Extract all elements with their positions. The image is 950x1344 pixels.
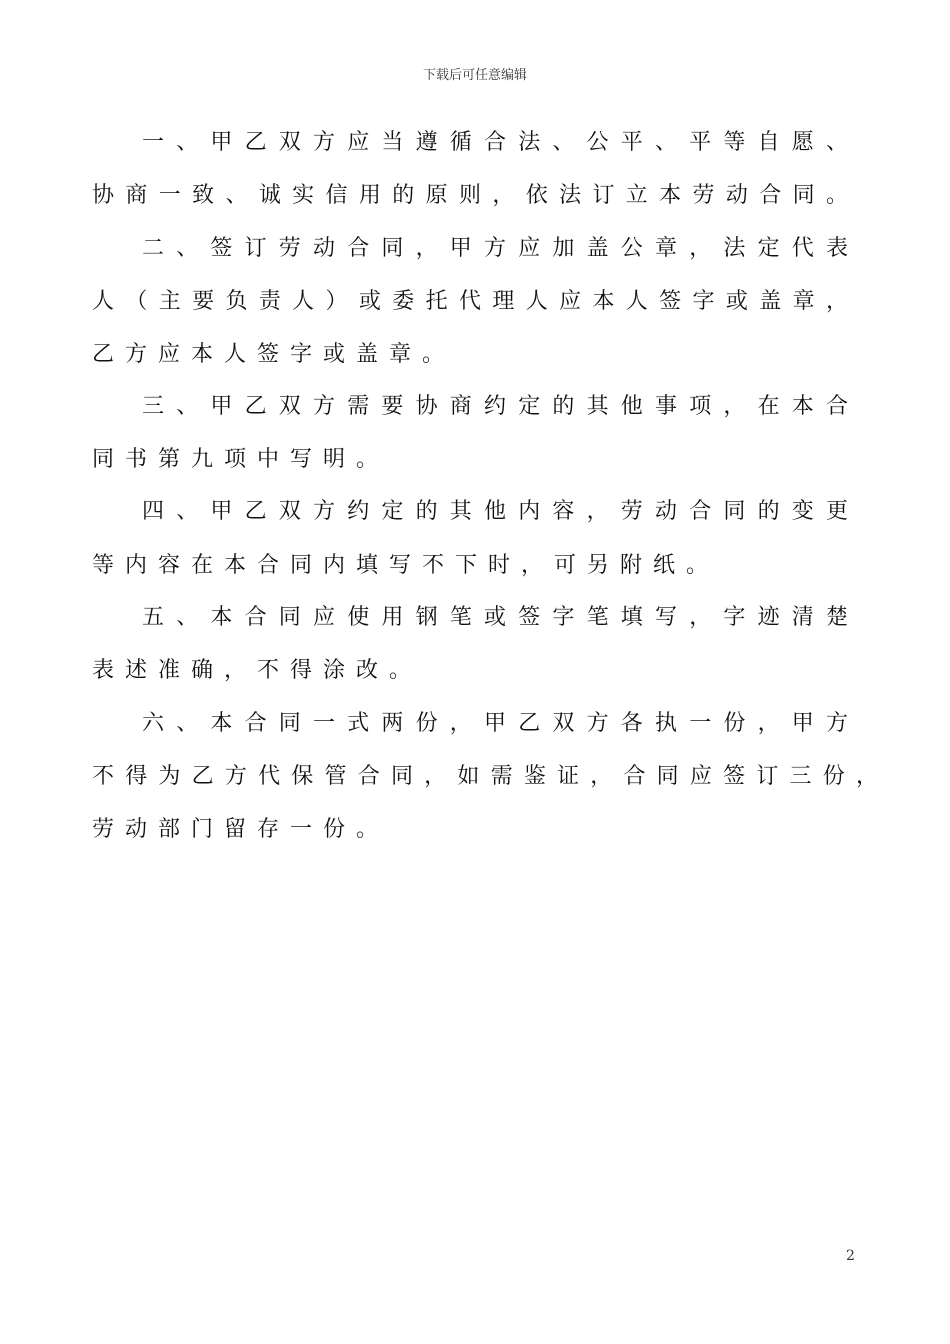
paragraph-3-line-1: 三、甲乙双方需要协商约定的其他事项，在本合 (142, 394, 848, 419)
paragraph-1-line-2: 协商一致、诚实信用的原则，依法订立本劳动合同。 (92, 183, 848, 208)
paragraph-4-line-2: 等内容在本合同内填写不下时，可另附纸。 (92, 553, 720, 578)
paragraph-5-line-1: 五、本合同应使用钢笔或签字笔填写，字迹清楚 (142, 605, 848, 630)
paragraph-6-line-2: 不得为乙方代保管合同，如需鉴证，合同应签订三份， (92, 764, 878, 789)
paragraph-4-line-1: 四、甲乙双方约定的其他内容，劳动合同的变更 (142, 499, 848, 524)
paragraph-6-line-1: 六、本合同一式两份，甲乙双方各执一份，甲方 (142, 711, 848, 736)
paragraph-2-line-1: 二、签订劳动合同，甲方应加盖公章，法定代表 (142, 236, 848, 261)
page-header-note: 下载后可任意编辑 (422, 68, 527, 83)
paragraph-6-line-3: 劳动部门留存一份。 (92, 817, 390, 842)
paragraph-1-line-1: 一、甲乙双方应当遵循合法、公平、平等自愿、 (142, 130, 848, 155)
paragraph-3-line-2: 同书第九项中写明。 (92, 447, 390, 472)
paragraph-5-line-2: 表述准确，不得涂改。 (92, 658, 423, 683)
paragraph-2-line-2: 人（主要负责人）或委托代理人应本人签字或盖章， (92, 289, 848, 314)
page-number: 2 (846, 1248, 855, 1264)
paragraph-2-line-3: 乙方应本人签字或盖章。 (92, 342, 456, 367)
